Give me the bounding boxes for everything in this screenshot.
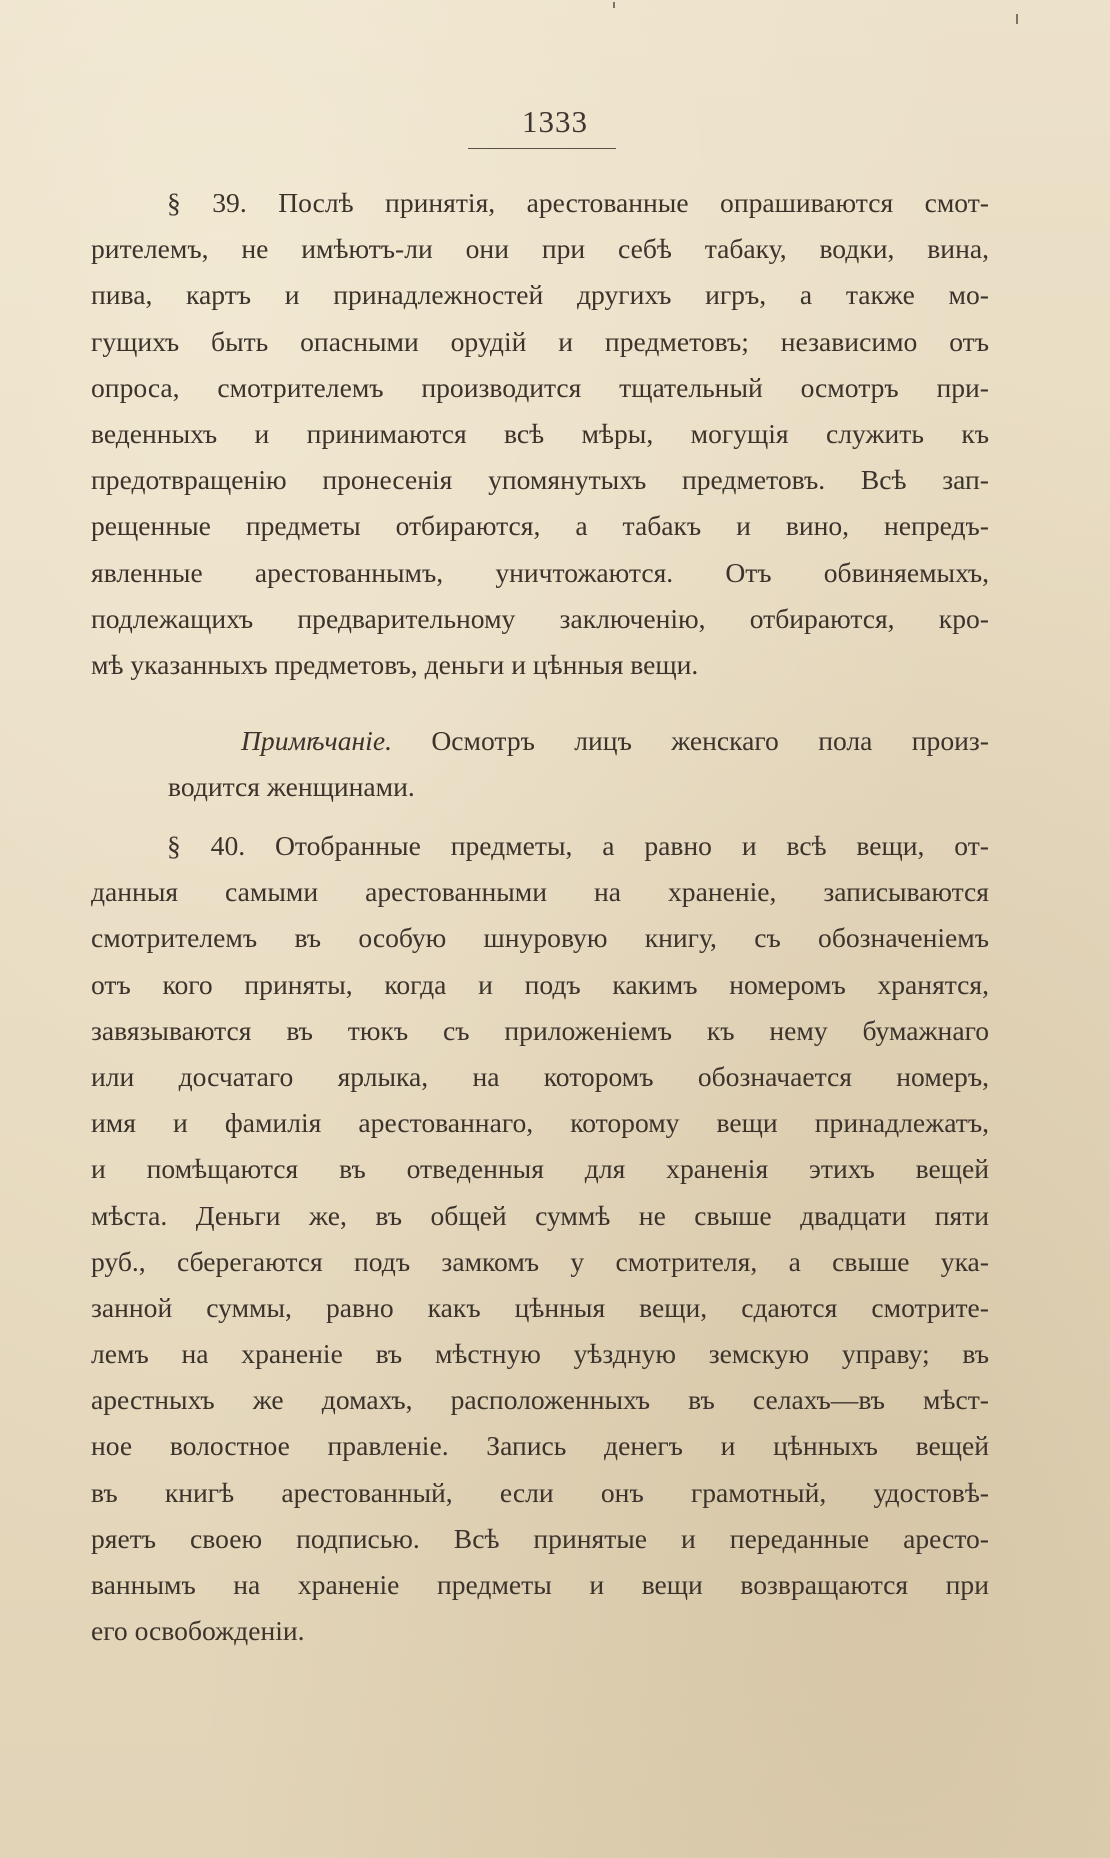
page-number: 1333	[522, 104, 588, 139]
text-line: и помѣщаются въ отведенныя для храненія этихъ вещей	[91, 1153, 989, 1185]
text-line: занной суммы, равно какъ цѣнныя вещи, сдаются смотрите-	[91, 1291, 989, 1323]
note-paragraph	[168, 718, 989, 810]
text-line: смотрителемъ въ особую шнуровую книгу, съ обозначеніемъ	[91, 922, 989, 954]
text-line: его освобожденіи.	[91, 1615, 305, 1647]
text-line: имя и фамилія арестованнаго, которому вещи принадлежатъ,	[91, 1107, 989, 1139]
text-line: § 40. Отобранные предметы, а равно и всѣ вещи, от-	[167, 830, 989, 861]
note-line	[168, 718, 989, 764]
text-line: гущихъ быть опасными орудій и предметовъ; независимо отъ	[91, 325, 989, 357]
paper-speck	[613, 2, 615, 8]
text-line: ваннымъ на храненіе предметы и вещи возвращаются при	[91, 1569, 989, 1600]
text-line: рителемъ, не имѣютъ-ли они при себѣ табаку, водки, вина,	[91, 233, 989, 265]
text-line: въ книгѣ арестованный, если онъ грамотный, удостовѣ-	[91, 1476, 989, 1508]
note-label: Примѣчаніе.	[241, 725, 392, 756]
text-line: арестныхъ же домахъ, расположенныхъ въ селахъ—въ мѣст-	[91, 1384, 989, 1416]
section-40-paragraph	[91, 823, 989, 1654]
text-line: или досчатаго ярлыка, на которомъ обозначается номеръ,	[91, 1060, 989, 1092]
note-line: водится женщинами.	[168, 771, 415, 803]
text-line: мѣста. Деньги же, въ общей суммѣ не свыше двадцати пяти	[91, 1199, 989, 1231]
text-line: опроса, смотрителемъ производится тщательный осмотръ при-	[91, 371, 989, 403]
text-line: рещенные предметы отбираются, а табакъ и вино, непредъ-	[91, 510, 989, 542]
paper-speck	[1016, 14, 1018, 24]
text-line: руб., сберегаются подъ замкомъ у смотрителя, а свыше ука-	[91, 1245, 989, 1277]
text-line: данныя самыми арестованными на храненіе, записываются	[91, 876, 989, 908]
text-line: ное волостное правленіе. Запись денегъ и цѣнныхъ вещей	[91, 1430, 989, 1462]
text-line: ряетъ своею подписью. Всѣ принятые и переданные аресто-	[91, 1522, 989, 1554]
text-line: мѣ указанныхъ предметовъ, деньги и цѣнныя вещи.	[91, 648, 699, 680]
text-line: подлежащихъ предварительному заключенію, отбираются, кро-	[91, 602, 989, 634]
section-39-paragraph	[91, 180, 989, 688]
page-number-rule	[468, 148, 616, 149]
text-line: завязываются въ тюкъ съ приложеніемъ къ нему бумажнаго	[91, 1014, 989, 1046]
text-line: лемъ на храненіе въ мѣстную уѣздную земскую управу; въ	[91, 1338, 989, 1370]
text-line: веденныхъ и принимаются всѣ мѣры, могущія служить къ	[91, 417, 989, 449]
text-line: предотвращенію пронесенія упомянутыхъ предметовъ. Всѣ зап-	[91, 464, 989, 496]
text-line: отъ кого приняты, когда и подъ какимъ номеромъ хранятся,	[91, 968, 989, 1000]
text-line: пива, картъ и принадлежностей другихъ игръ, а также мо-	[91, 279, 989, 311]
text-line: явленные арестованнымъ, уничтожаются. Отъ обвиняемыхъ,	[91, 556, 989, 588]
note-text: Осмотръ лицъ женскаго пола произ-	[392, 725, 989, 756]
text-line: § 39. Послѣ принятія, арестованные опрашиваются смот-	[167, 187, 989, 218]
